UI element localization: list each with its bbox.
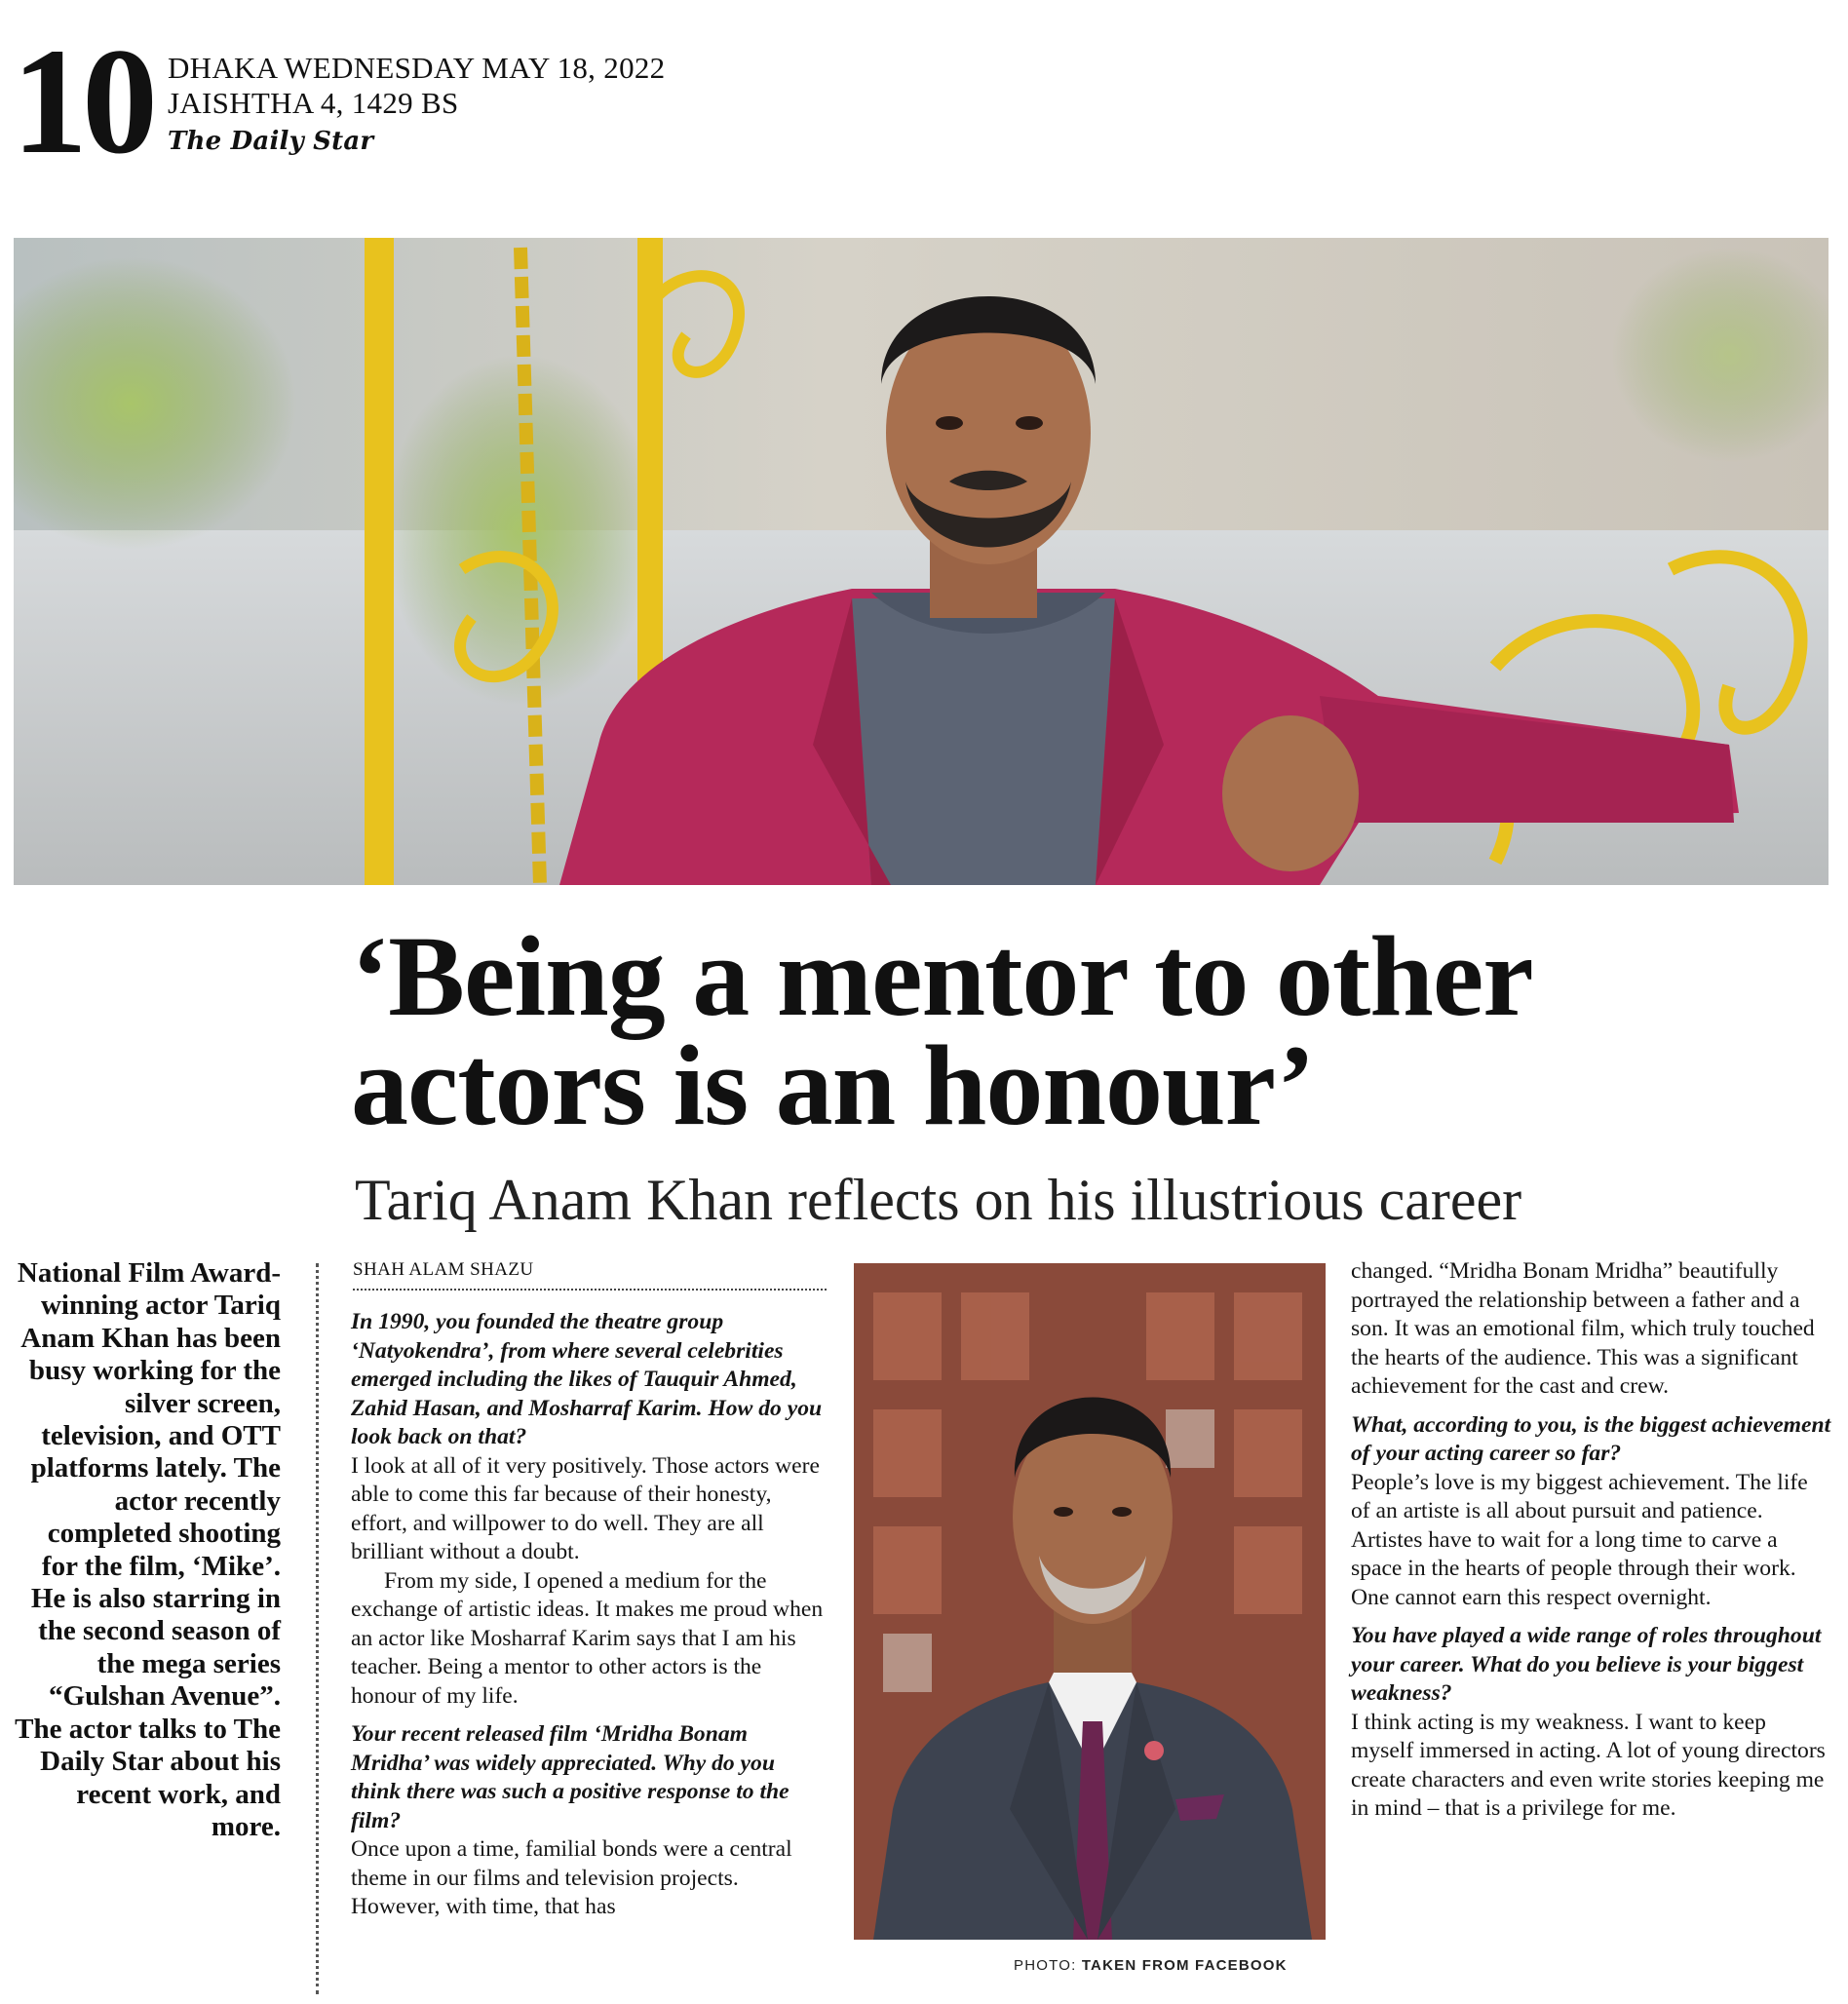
subheadline: Tariq Anam Khan reflects on his illustrious career bbox=[355, 1168, 1522, 1232]
question-2: Your recent released film ‘Mridha Bonam Mridha’ was widely appreciated. Why do you think there was such a positive response to the film? bbox=[351, 1721, 789, 1833]
dateline bbox=[168, 51, 665, 121]
paper-logo: The Daily Star bbox=[168, 127, 374, 156]
interview-column-2 bbox=[1351, 1257, 1832, 1824]
question-4: You have played a wide range of roles throughout your career. What do you believe is your biggest weakness? bbox=[1351, 1623, 1822, 1706]
question-1: In 1990, you founded the theatre group ‘Natyokendra’, from where several celebrities emerged including the likes of Tauquir Ahmed, Zahid Hasan, and Mosharraf Karim. How do you look back on that? bbox=[351, 1309, 823, 1449]
inset-portrait-photo bbox=[854, 1263, 1326, 1940]
answer-2-part-1: Once upon a time, familial bonds were a central theme in our films and television projects. However, with time, that has bbox=[351, 1836, 792, 1919]
page-number: 10 bbox=[12, 17, 152, 185]
answer-2-part-2: changed. “Mridha Bonam Mridha” beautifully portrayed the relationship between a father and a son. It was an emotional film, which truly touched the hearts of the audience. This was a significant achievement for the cast and crew. bbox=[1351, 1258, 1815, 1399]
date-line: DHAKA WEDNESDAY MAY 18, 2022 bbox=[168, 51, 666, 85]
answer-4: I think acting is my weakness. I want to keep myself immersed in acting. A lot of young directors create characters and even write stories keeping me in mind – that is a privilege for me. bbox=[1351, 1709, 1826, 1821]
headline-line-1: ‘Being a mentor to other bbox=[351, 912, 1533, 1040]
question-3: What, according to you, is the biggest achievement of your acting career so far? bbox=[1351, 1411, 1831, 1466]
intro-blurb: National Film Award-winning actor Tariq Anam Khan has been busy working for the silver screen, television, and OTT platforms lately. The actor recently completed shooting for the film, ‘Mike’. He is also starring in the second season of the mega series “Gulshan Avenue”. The actor talks to The Daily Star about his recent work, and more. bbox=[15, 1257, 281, 1842]
interview-column-1 bbox=[351, 1308, 827, 1922]
headline-line-2: actors is an honour’ bbox=[351, 1021, 1315, 1149]
headline bbox=[351, 912, 1832, 1149]
hero-portrait-photo bbox=[14, 238, 1829, 885]
answer-1-paragraph-2: From my side, I opened a medium for the exchange of artistic ideas. It makes me proud when an actor like Mosharraf Karim says that I am his teacher. Being a mentor to other actors is the honour of my life. bbox=[351, 1567, 824, 1709]
answer-1-paragraph-1: I look at all of it very positively. Those actors were able to come this far because of their honesty, effort, and willpower to do well. They are all brilliant without a doubt. bbox=[351, 1452, 820, 1564]
answer-3: People’s love is my biggest achievement. The life of an artiste is all about pursuit and patience. Artistes have to wait for a long time to carve a space in the hearts of people through their work. One cannot earn this respect overnight. bbox=[1351, 1469, 1808, 1610]
bengali-date-line: JAISHTHA 4, 1429 BS bbox=[168, 86, 459, 120]
byline: SHAH ALAM SHAZU bbox=[353, 1259, 827, 1291]
photo-credit-source: TAKEN FROM FACEBOOK bbox=[1081, 1957, 1288, 1974]
photo-credit-label: PHOTO: bbox=[1014, 1957, 1077, 1974]
photo-credit bbox=[1014, 1957, 1288, 1974]
column-divider bbox=[316, 1263, 319, 1994]
